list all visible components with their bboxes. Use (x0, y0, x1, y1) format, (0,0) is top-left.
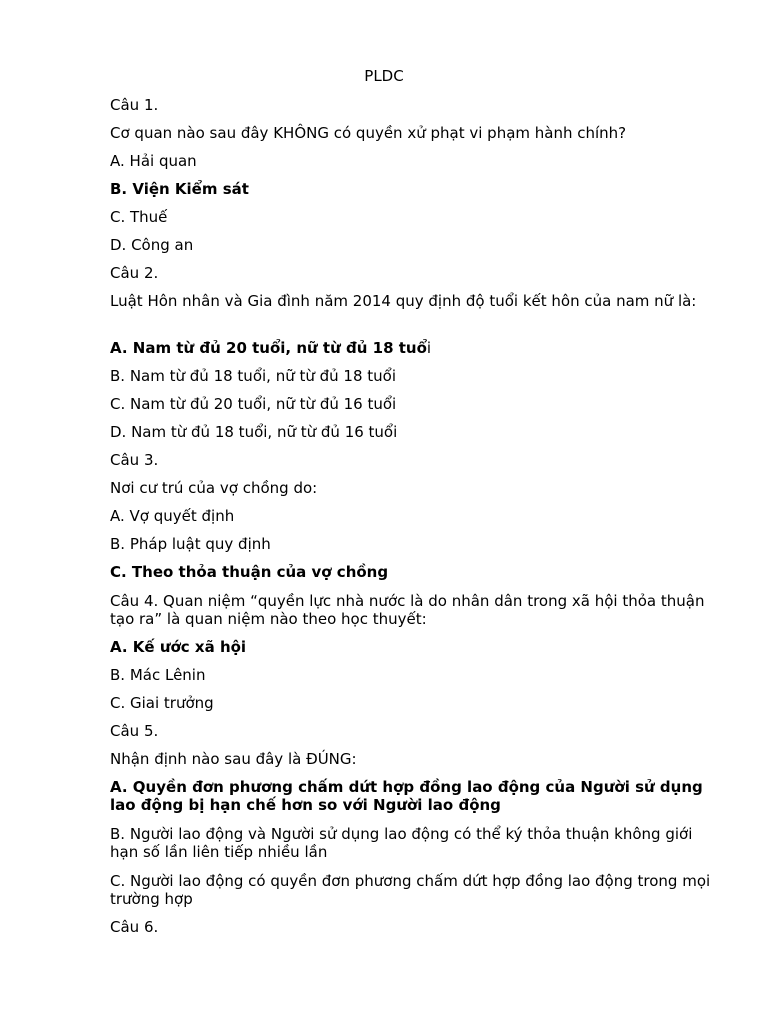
question-5-heading: Câu 5. (110, 722, 159, 740)
question-1-option-c: C. Thuế (110, 208, 168, 226)
question-5-text: Nhận định nào sau đây là ĐÚNG: (110, 750, 357, 768)
question-5-option-b: B. Người lao động và Người sử dụng lao động có thể ký thỏa thuận không giới hạn số lần liên tiếp nhiều lần (110, 825, 693, 861)
question-3-option-a: A. Vợ quyết định (110, 507, 235, 525)
question-2-option-d: D. Nam từ đủ 18 tuổi, nữ từ đủ 16 tuổi (110, 423, 398, 441)
question-4-option-c: C. Giai trưởng (110, 694, 214, 712)
question-2-option-a-answer (110, 339, 722, 357)
question-1-option-b-answer: B. Viện Kiểm sát (110, 180, 249, 198)
question-1-text: Cơ quan nào sau đây KHÔNG có quyền xử phạt vi phạm hành chính? (110, 124, 627, 142)
question-3-option-c-answer: C. Theo thỏa thuận của vợ chồng (110, 563, 389, 581)
answer-trailing-char: i (426, 339, 432, 357)
question-3-heading: Câu 3. (110, 451, 159, 469)
question-2-option-c: C. Nam từ đủ 20 tuổi, nữ từ đủ 16 tuổi (110, 395, 397, 413)
question-3-option-b: B. Pháp luật quy định (110, 535, 271, 553)
question-1-option-d: D. Công an (110, 236, 194, 254)
question-2-option-b: B. Nam từ đủ 18 tuổi, nữ từ đủ 18 tuổi (110, 367, 397, 385)
question-1-heading: Câu 1. (110, 96, 159, 114)
question-3-text: Nơi cư trú của vợ chồng do: (110, 479, 318, 497)
question-4-option-a-answer: A. Kế ước xã hội (110, 638, 247, 656)
question-2-text: Luật Hôn nhân và Gia đình năm 2014 quy định độ tuổi kết hôn của nam nữ là: (110, 292, 697, 310)
question-5-option-a-answer: A. Quyền đơn phương chấm dứt hợp đồng lao động của Người sử dụng lao động bị hạn chế hơn so với Người lao động (110, 778, 703, 814)
question-2-heading: Câu 2. (110, 264, 159, 282)
question-5-option-c: C. Người lao động có quyền đơn phương chấm dứt hợp đồng lao động trong mọi trường hợp (110, 872, 711, 908)
answer-text: A. Nam từ đủ 20 tuổi, nữ từ đủ 18 tuổ (110, 339, 427, 357)
question-6-heading: Câu 6. (110, 918, 159, 936)
question-4-option-b: B. Mác Lênin (110, 666, 206, 684)
question-1-option-a: A. Hải quan (110, 152, 197, 170)
document-title: PLDC (364, 67, 404, 85)
question-4-text: Câu 4. Quan niệm “quyền lực nhà nước là do nhân dân trong xã hội thỏa thuận tạo ra” là quan niệm nào theo học thuyết: (110, 592, 705, 628)
